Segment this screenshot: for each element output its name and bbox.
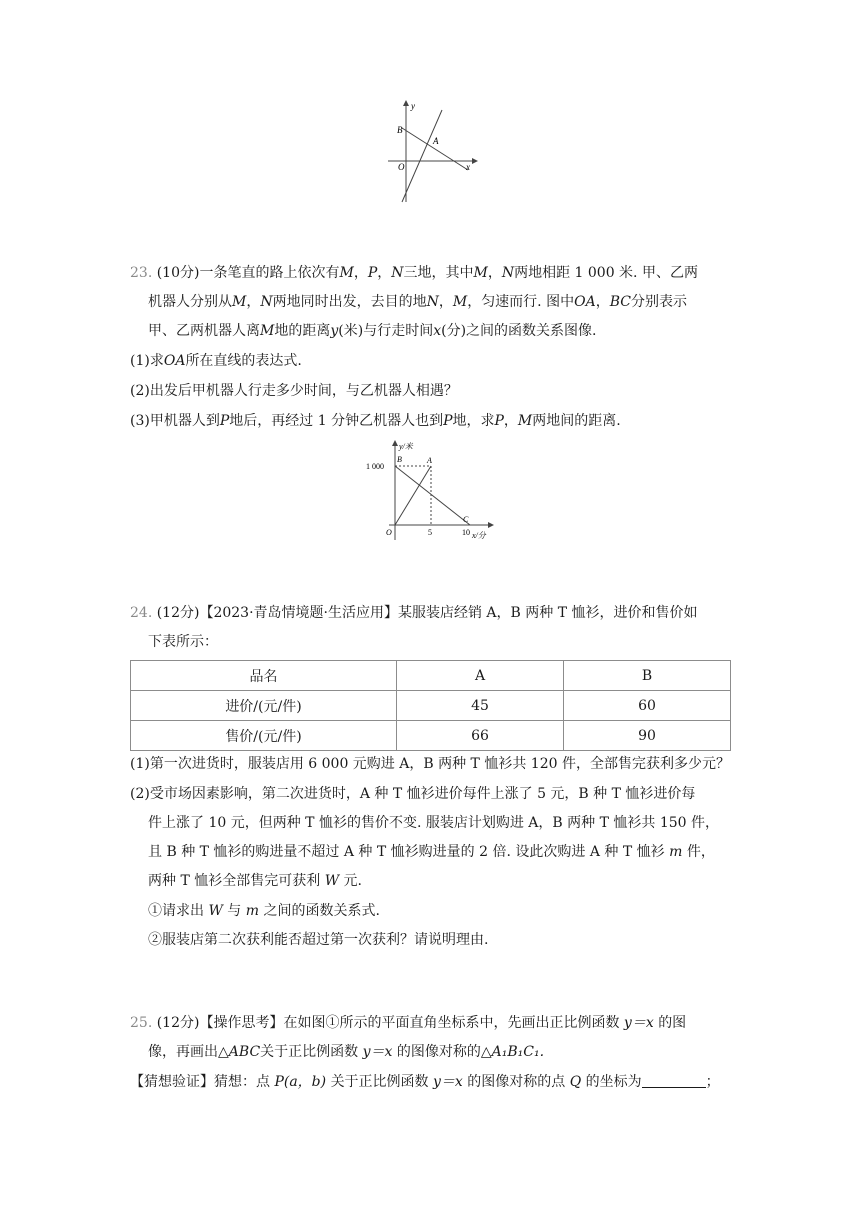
q24-subquestion-2-line-2: 件上涨了 10 元，但两种 T 恤衫的售价不变. 服装店计划购进 A，B 两种 T 恤衫共 150 件， <box>148 815 720 831</box>
figure-2-distance-time-graph <box>362 436 502 544</box>
q25-line-1: 25. (12分)【操作思考】在如图①所示的平面直角坐标系中，先画出正比例函数 y＝x 的图 <box>130 1015 687 1031</box>
q25-number: 25. <box>130 1015 153 1031</box>
q23-line-1: 23. (10分)一条笔直的路上依次有M，P，N三地，其中M，N两地相距 1 000 米. 甲、乙两 <box>130 265 698 281</box>
q24-item-2: ②服装店第二次获利能否超过第一次获利？请说明理由. <box>148 932 489 948</box>
q24-subquestion-2-line-4: 两种 T 恤衫全部售完可获利 W 元. <box>148 873 362 889</box>
q23-subquestion-3: (3)甲机器人到P地后，再经过 1 分钟乙机器人也到P地，求P，M两地间的距离. <box>130 413 621 429</box>
fig2-x-tick-5: 5 <box>428 528 432 537</box>
table-header-cell: A <box>397 661 564 691</box>
price-table <box>130 660 731 751</box>
fig2-origin-label: O <box>386 528 392 537</box>
fig1-y-label: y <box>411 101 415 111</box>
q23-line-2: 机器人分别从M，N两地同时出发，去目的地N，M，匀速而行. 图中OA，BC分别表示 <box>148 294 687 310</box>
table-row <box>131 721 731 751</box>
q25-line-2: 像，再画出△ABC关于正比例函数 y＝x 的图像对称的△A₁B₁C₁. <box>148 1044 545 1060</box>
table-cell: 售价/(元/件) <box>131 721 397 751</box>
fig2-point-c-label: C <box>463 515 469 524</box>
figure-1-intersecting-lines <box>380 98 480 208</box>
q23-subquestion-2: (2)出发后甲机器人行走多少时间，与乙机器人相遇？ <box>130 383 458 399</box>
q24-subquestion-2-line-3: 且 B 种 T 恤衫的购进量不超过 A 种 T 恤衫购进量的 2 倍. 设此次购进 A 种 T 恤衫 m 件， <box>148 844 715 860</box>
q24-subquestion-2-line-1: (2)受市场因素影响，第二次进货时，A 种 T 恤衫进价每件上涨了 5 元，B 种 T 恤衫进价每 <box>130 786 696 802</box>
fig1-point-b-label: B <box>397 125 403 135</box>
table-header-row <box>131 661 731 691</box>
q24-item-1: ①请求出 W 与 m 之间的函数关系式. <box>148 903 380 919</box>
fig2-y-axis-label: y/米 <box>399 442 413 451</box>
fig1-x-label: x <box>466 162 470 172</box>
answer-blank[interactable] <box>642 1073 706 1088</box>
table-cell: 45 <box>397 691 564 721</box>
q24-number: 24. <box>130 605 153 621</box>
fig2-x-axis-label: x/分 <box>472 531 486 540</box>
table-cell: 进价/(元/件) <box>131 691 397 721</box>
fig1-point-a-label: A <box>433 136 439 146</box>
q24-line-2: 下表所示： <box>148 634 218 650</box>
table-row <box>131 691 731 721</box>
fig1-origin-label: O <box>398 162 405 172</box>
q23-line-3: 甲、乙两机器人离M地的距离y(米)与行走时间x(分)之间的函数关系图像. <box>148 323 597 339</box>
q25-line-3: 【猜想验证】猜想：点 P(a，b) 关于正比例函数 y＝x 的图像对称的点 Q 的坐标为 ； <box>130 1074 720 1090</box>
table-cell: 66 <box>397 721 564 751</box>
q24-line-1: 24. (12分)【2023·青岛情境题·生活应用】某服装店经销 A，B 两种 T 恤衫，进价和售价如 <box>130 605 698 621</box>
fig2-x-tick-10: 10 <box>462 528 470 537</box>
fig2-point-b-label: B <box>397 455 402 464</box>
q24-subquestion-1: (1)第一次进货时，服装店用 6 000 元购进 A，B 两种 T 恤衫共 120 件，全部售完获利多少元？ <box>130 756 730 772</box>
q23-subquestion-1: (1)求OA所在直线的表达式. <box>130 353 302 369</box>
table-header-cell: B <box>564 661 731 691</box>
table-cell: 60 <box>564 691 731 721</box>
table-cell: 90 <box>564 721 731 751</box>
table-header-cell: 品名 <box>131 661 397 691</box>
fig2-y-tick-1000: 1 000 <box>366 462 384 471</box>
fig2-point-a-label: A <box>427 456 432 465</box>
q23-number: 23. <box>130 265 153 281</box>
